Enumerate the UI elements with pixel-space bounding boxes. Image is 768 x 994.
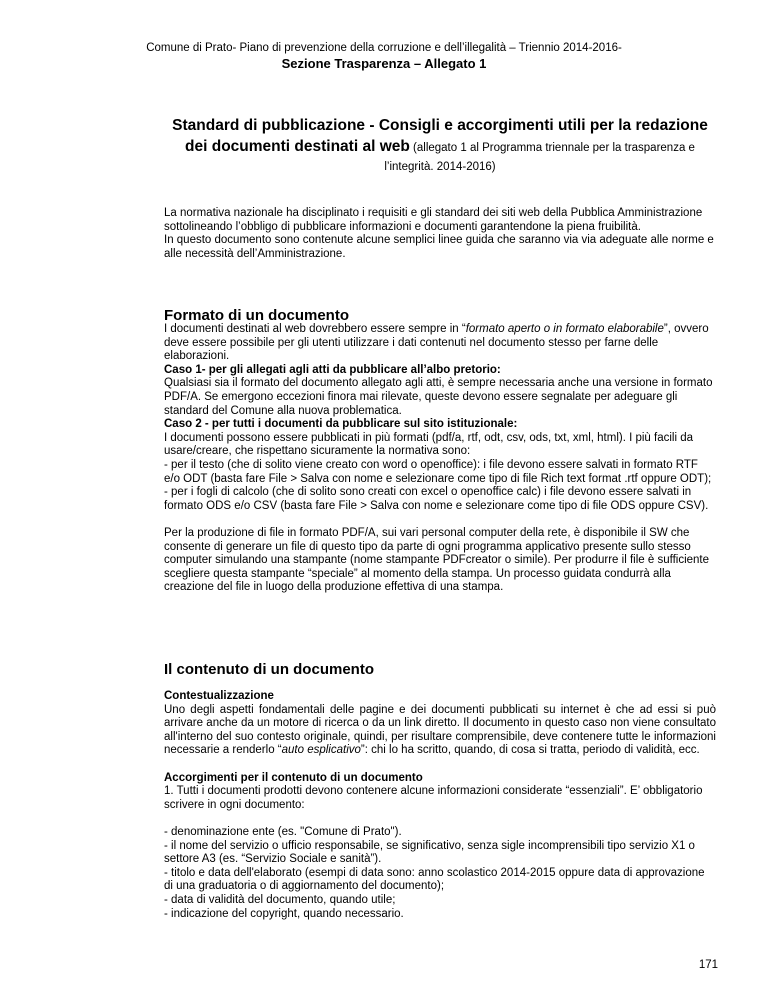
title-line-3: l’integrità. 2014-2016) (384, 161, 496, 173)
formato-p1-post: ”, ovvero deve essere possibile per gli utenti utilizzare i dati contenuti nel documento stesso per farne delle elaborazioni. (164, 323, 709, 363)
spacer (164, 812, 716, 826)
heading-contenuto: Il contenuto di un documento (164, 661, 374, 678)
accorgimenti-text: 1. Tutti i documenti prodotti devono contenere alcune informazioni considerate “essenziali”. E’ obbligatorio scrivere in ogni documento: (164, 785, 703, 811)
pdfa-paragraph: Per la produzione di file in formato PDF/A, sui vari personal computer della rete, è disponibile il SW che consente di generare un file di questo tipo da parte di ogni programma applicativo presente sullo stesso computer simulando una stampante (nome stampante PDFcreator o simile). Per produrre il file è sufficiente scegliere questa stampante “speciale” al momento della stampa. Un processo guidata condurrà alla creazione del file in luogo della produzione effettiva di una stampa. (164, 526, 710, 594)
caso2-text: I documenti possono essere pubblicati in più formati (pdf/a, rtf, odt, csv, ods, txt, xml, html). I più facili da usare/creare, che rispettano sicuramente la normativa sono: (164, 431, 694, 458)
contestualizzazione-text (164, 704, 716, 758)
caso1-text: Qualsiasi sia il formato del documento allegato agli atti, è sempre necessaria anche una versione in formato PDF/A. Se emergono eccezioni finora mai rilevate, queste devono essere segnalate per adeguare gli standard del Comune alla nuova problematica. (164, 377, 713, 417)
title-line-1: Standard di pubblicazione - Consigli e accorgimenti utili per la redazione (172, 117, 708, 134)
heading-formato: Formato di un documento (164, 307, 349, 324)
formato-section (164, 323, 716, 595)
intro-section (164, 207, 716, 261)
list-item: - il nome del servizio o ufficio responsabile, se significativo, senza sigle incomprensibili tipo servizio X1 o settore A3 (es. “Servizio Sociale e sanità”). (164, 839, 695, 866)
title-line-2-bold: dei documenti destinati al web (185, 138, 410, 155)
running-header: Comune di Prato- Piano di prevenzione della corruzione e dell’illegalità – Triennio 2014-2016- (146, 42, 622, 54)
accorgimenti-title: Accorgimenti per il contenuto di un documento (164, 771, 423, 784)
caso1-title: Caso 1- per gli allegati agli atti da pubblicare all’albo pretorio: (164, 363, 501, 376)
spacer (164, 758, 716, 772)
caso2-title: Caso 2 - per tutti i documenti da pubblicare sul sito istituzionale: (164, 418, 518, 431)
title-line-2-note: (allegato 1 al Programma triennale per la trasparenza e (409, 142, 695, 154)
list-item: - data di validità del documento, quando utile; (164, 893, 396, 906)
contest-italic: auto esplicativo (281, 744, 361, 757)
formato-paragraph-1 (164, 323, 716, 364)
list-item: - titolo e data dell'elaborato (esempi di data sono: anno scolastico 2014-2015 oppure data di approvazione di una graduatoria o di aggiornamento del documento); (164, 866, 705, 893)
list-item: - denominazione ente (es. "Comune di Prato"). (164, 825, 402, 838)
title-line-2 (150, 137, 730, 158)
section-header: Sezione Trasparenza – Allegato 1 (281, 56, 487, 71)
document-title (150, 116, 730, 175)
formato-p1-italic: formato aperto o in formato elaborabile (465, 323, 664, 335)
contest-pre: Uno degli aspetti fondamentali delle pagine e dei documenti pubblicati su internet è che ad essi si può arrivare anche da un motore di ricerca o da un link diretto. Il documento in questo caso non viene consultato all'interno del suo contesto originale, quindi, per risultare comprensibile, deve contenere tutte le informazioni necessarie a renderlo “ (164, 703, 716, 757)
intro-paragraph-2: In questo documento sono contenute alcune semplici linee guida che saranno via via adeguate alle norme e alle necessità dell’Amministrazione. (164, 234, 714, 260)
page-number: 171 (698, 959, 718, 971)
caso2-item-spreadsheet: - per i fogli di calcolo (che di solito sono creati con excel o openoffice calc) i file devono essere salvati in formato ODS e/o CSV (basta fare File > Salva con nome e selezionare come tipo di file ODS oppure CSV). (164, 486, 709, 512)
contestualizzazione-title: Contestualizzazione (164, 690, 274, 702)
formato-p1-pre: I documenti destinati al web dovrebbero essere sempre in “ (164, 323, 466, 335)
list-item: - indicazione del copyright, quando necessario. (164, 907, 404, 920)
spacer (164, 513, 716, 527)
intro-paragraph-1: La normativa nazionale ha disciplinato i requisiti e gli standard dei siti web della Pubblica Amministrazione sottolineando l’obbligo di pubblicare informazioni e documenti garantendone la piena fruibilità. (164, 207, 703, 233)
contenuto-section (164, 690, 716, 921)
contest-post: ”: chi lo ha scritto, quando, di cosa si tratta, periodo di validità, ecc. (360, 744, 700, 757)
caso2-item-text: - per il testo (che di solito viene creato con word o openoffice): i file devono essere salvati in formato RTF e/o ODT (basta fare File > Salva con nome e selezionare come tipo di file Rich text format .rtf oppure ODT); (164, 458, 712, 485)
